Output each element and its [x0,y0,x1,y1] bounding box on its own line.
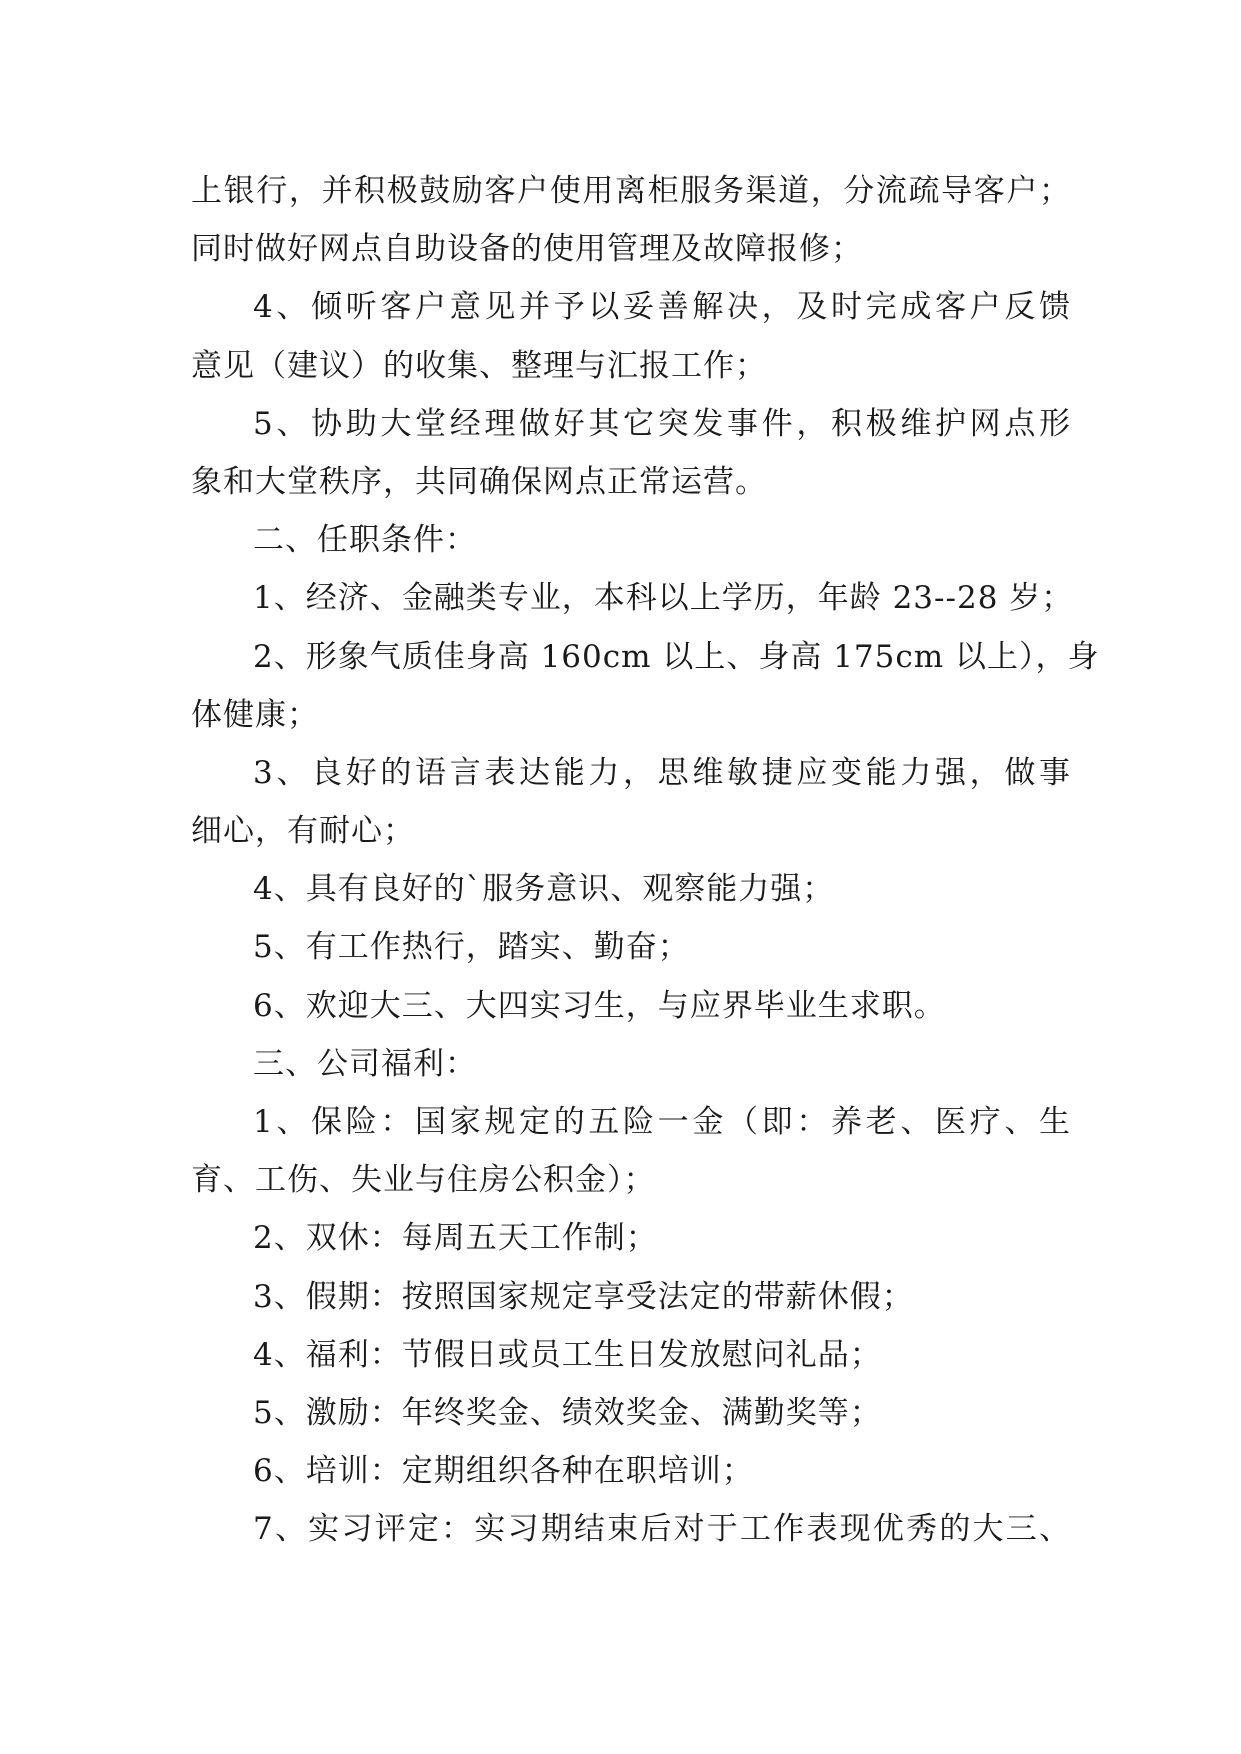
text-line: 5、激励：年终奖金、绩效奖金、满勤奖等； [253,1394,882,1431]
text-line: 象和大堂秩序，共同确保网点正常运营。 [191,463,767,500]
text-line: 体健康； [191,696,319,733]
text-line: 细心，有耐心； [191,813,415,850]
text-line: 4、具有良好的`服务意识、观察能力强； [253,871,835,908]
text-line: 5、协助大堂经理做好其它突发事件，积极维护网点形 [253,405,1071,442]
text-line: 1、保险：国家规定的五险一金（即：养老、医疗、生 [253,1104,1071,1140]
text-line: 4、福利：节假日或员工生日发放慰问礼品； [253,1336,882,1373]
document-body [191,162,1100,1559]
text-line: 意见（建议）的收集、整理与汇报工作； [191,347,767,384]
text-line: 育、工伤、失业与住房公积金）； [191,1162,656,1199]
text-line: 6、欢迎大三、大四实习生，与应界毕业生求职。 [253,987,946,1024]
text-line: 4、倾听客户意见并予以妥善解决，及时完成客户反馈 [253,289,1071,326]
text-line: 2、形象气质佳身高 160cm 以上、身高 175cm 以上），身 [253,638,1100,675]
text-line: 1、经济、金融类专业，本科以上学历，年龄 23--28 岁； [253,580,1074,617]
text-line: 同时做好网点自助设备的使用管理及故障报修； [191,231,863,268]
text-line: 上银行，并积极鼓励客户使用离柜服务渠道，分流疏导客户； [191,173,1071,209]
text-line: 2、双休：每周五天工作制； [253,1220,658,1257]
text-line: 3、假期：按照国家规定享受法定的带薪休假； [253,1278,914,1315]
text-line: 5、有工作热行，踏实、勤奋； [253,929,690,966]
section-heading-qualifications: 二、任职条件： [253,522,477,559]
text-line: 3、良好的语言表达能力，思维敏捷应变能力强，做事 [253,754,1071,791]
section-heading-benefits: 三、公司福利： [253,1045,477,1082]
text-line: 6、培训：定期组织各种在职培训； [253,1453,754,1490]
text-line: 7、实习评定：实习期结束后对于工作表现优秀的大三、 [253,1511,1071,1548]
